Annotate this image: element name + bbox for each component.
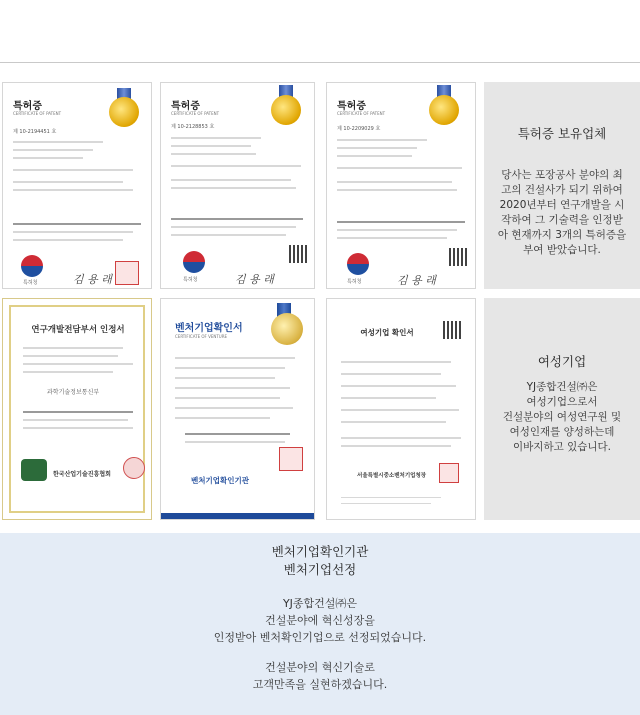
government-emblem-icon <box>183 251 205 273</box>
gold-seal-icon <box>429 95 459 125</box>
patent-info-description: 당사는 포장공사 분야의 최 고의 건설사가 되기 위하여 2020년부터 연구개발을 시 작하여 그 기술력을 인정받 아 현재까지 3개의 특허증을 부여 받았습니다. <box>497 169 627 256</box>
women-info-description: YJ종합건설㈜은 여성기업으로서 건설분야의 여성연구원 및 여성인재를 양성하는데 이바지하고 있습니다. <box>502 381 622 453</box>
patent-certificate-2 <box>160 82 315 289</box>
certificate-subtitle: CERTIFICATE OF VENTURE <box>175 334 228 339</box>
certificate-title: 연구개발전담부서 인정서 <box>31 325 125 335</box>
issuer: 서울특별시중소벤처기업청장 <box>357 473 427 479</box>
women-info-title: 여성기업 <box>537 354 587 369</box>
office-name: 특허청 <box>183 277 198 283</box>
patent-number: 제 10-2194451 호 <box>13 129 57 135</box>
signature: 김 용 래 <box>235 273 274 286</box>
patent-certificate-3 <box>326 82 476 289</box>
issuer: 과학기술정보통신부 <box>47 389 100 396</box>
certificate-subtitle: CERTIFICATE OF PATENT <box>13 111 62 116</box>
certificate-title: 특허증 <box>171 101 200 112</box>
patent-number: 제 10-2128853 호 <box>171 124 215 130</box>
gold-seal-icon <box>271 313 303 345</box>
patent-number: 제 10-2209029 호 <box>337 126 381 132</box>
venture-selection-section <box>0 533 640 715</box>
women-enterprise-certificate <box>326 298 476 520</box>
red-seal-icon <box>123 457 145 479</box>
signature: 김 용 래 <box>397 274 436 287</box>
venture-section-description: YJ종합건설㈜은 건설분야에 혁신성장을 인정받아 벤처확인기업으로 선정되었습니다. <box>213 597 427 644</box>
certificate-subtitle: CERTIFICATE OF PATENT <box>337 111 386 116</box>
certificate-title: 여성기업 확인서 <box>360 328 414 337</box>
office-name: 특허청 <box>347 279 362 285</box>
association-stamp: 한국산업기술진흥협회 <box>53 471 111 478</box>
government-emblem-icon <box>347 253 369 275</box>
certificate-title: 특허증 <box>337 101 366 112</box>
qr-code-icon <box>449 248 467 266</box>
qr-code-icon <box>443 321 461 339</box>
kitia-logo-icon <box>21 459 47 481</box>
patent-info-title: 특허증 보유업체 <box>517 126 607 141</box>
patent-certificate-1 <box>2 82 152 289</box>
gold-seal-icon <box>271 95 301 125</box>
venture-agency-label: 벤처기업확인기관 <box>191 476 249 485</box>
women-info-panel <box>484 298 640 520</box>
venture-section-title: 벤처기업확인기관 벤처기업선정 <box>271 544 369 577</box>
qr-code-icon <box>289 245 307 263</box>
patent-info-panel <box>484 82 640 289</box>
venture-section-closing: 건설분야의 혁신기술로 고객만족을 실현하겠습니다. <box>252 661 388 691</box>
office-name: 특허청 <box>23 280 38 286</box>
red-stamp-icon <box>279 447 303 471</box>
gold-seal-icon <box>109 97 139 127</box>
certificate-subtitle: CERTIFICATE OF PATENT <box>171 111 220 116</box>
certificate-title: 특허증 <box>13 101 42 112</box>
red-stamp-icon <box>439 463 459 483</box>
government-emblem-icon <box>21 255 43 277</box>
signature: 김 용 래 <box>73 273 112 286</box>
certificate-title: 벤처기업확인서 <box>175 323 243 334</box>
venture-certificate <box>160 298 315 520</box>
research-dept-certificate <box>2 298 152 520</box>
top-divider <box>0 62 640 63</box>
red-stamp-icon <box>115 261 139 285</box>
